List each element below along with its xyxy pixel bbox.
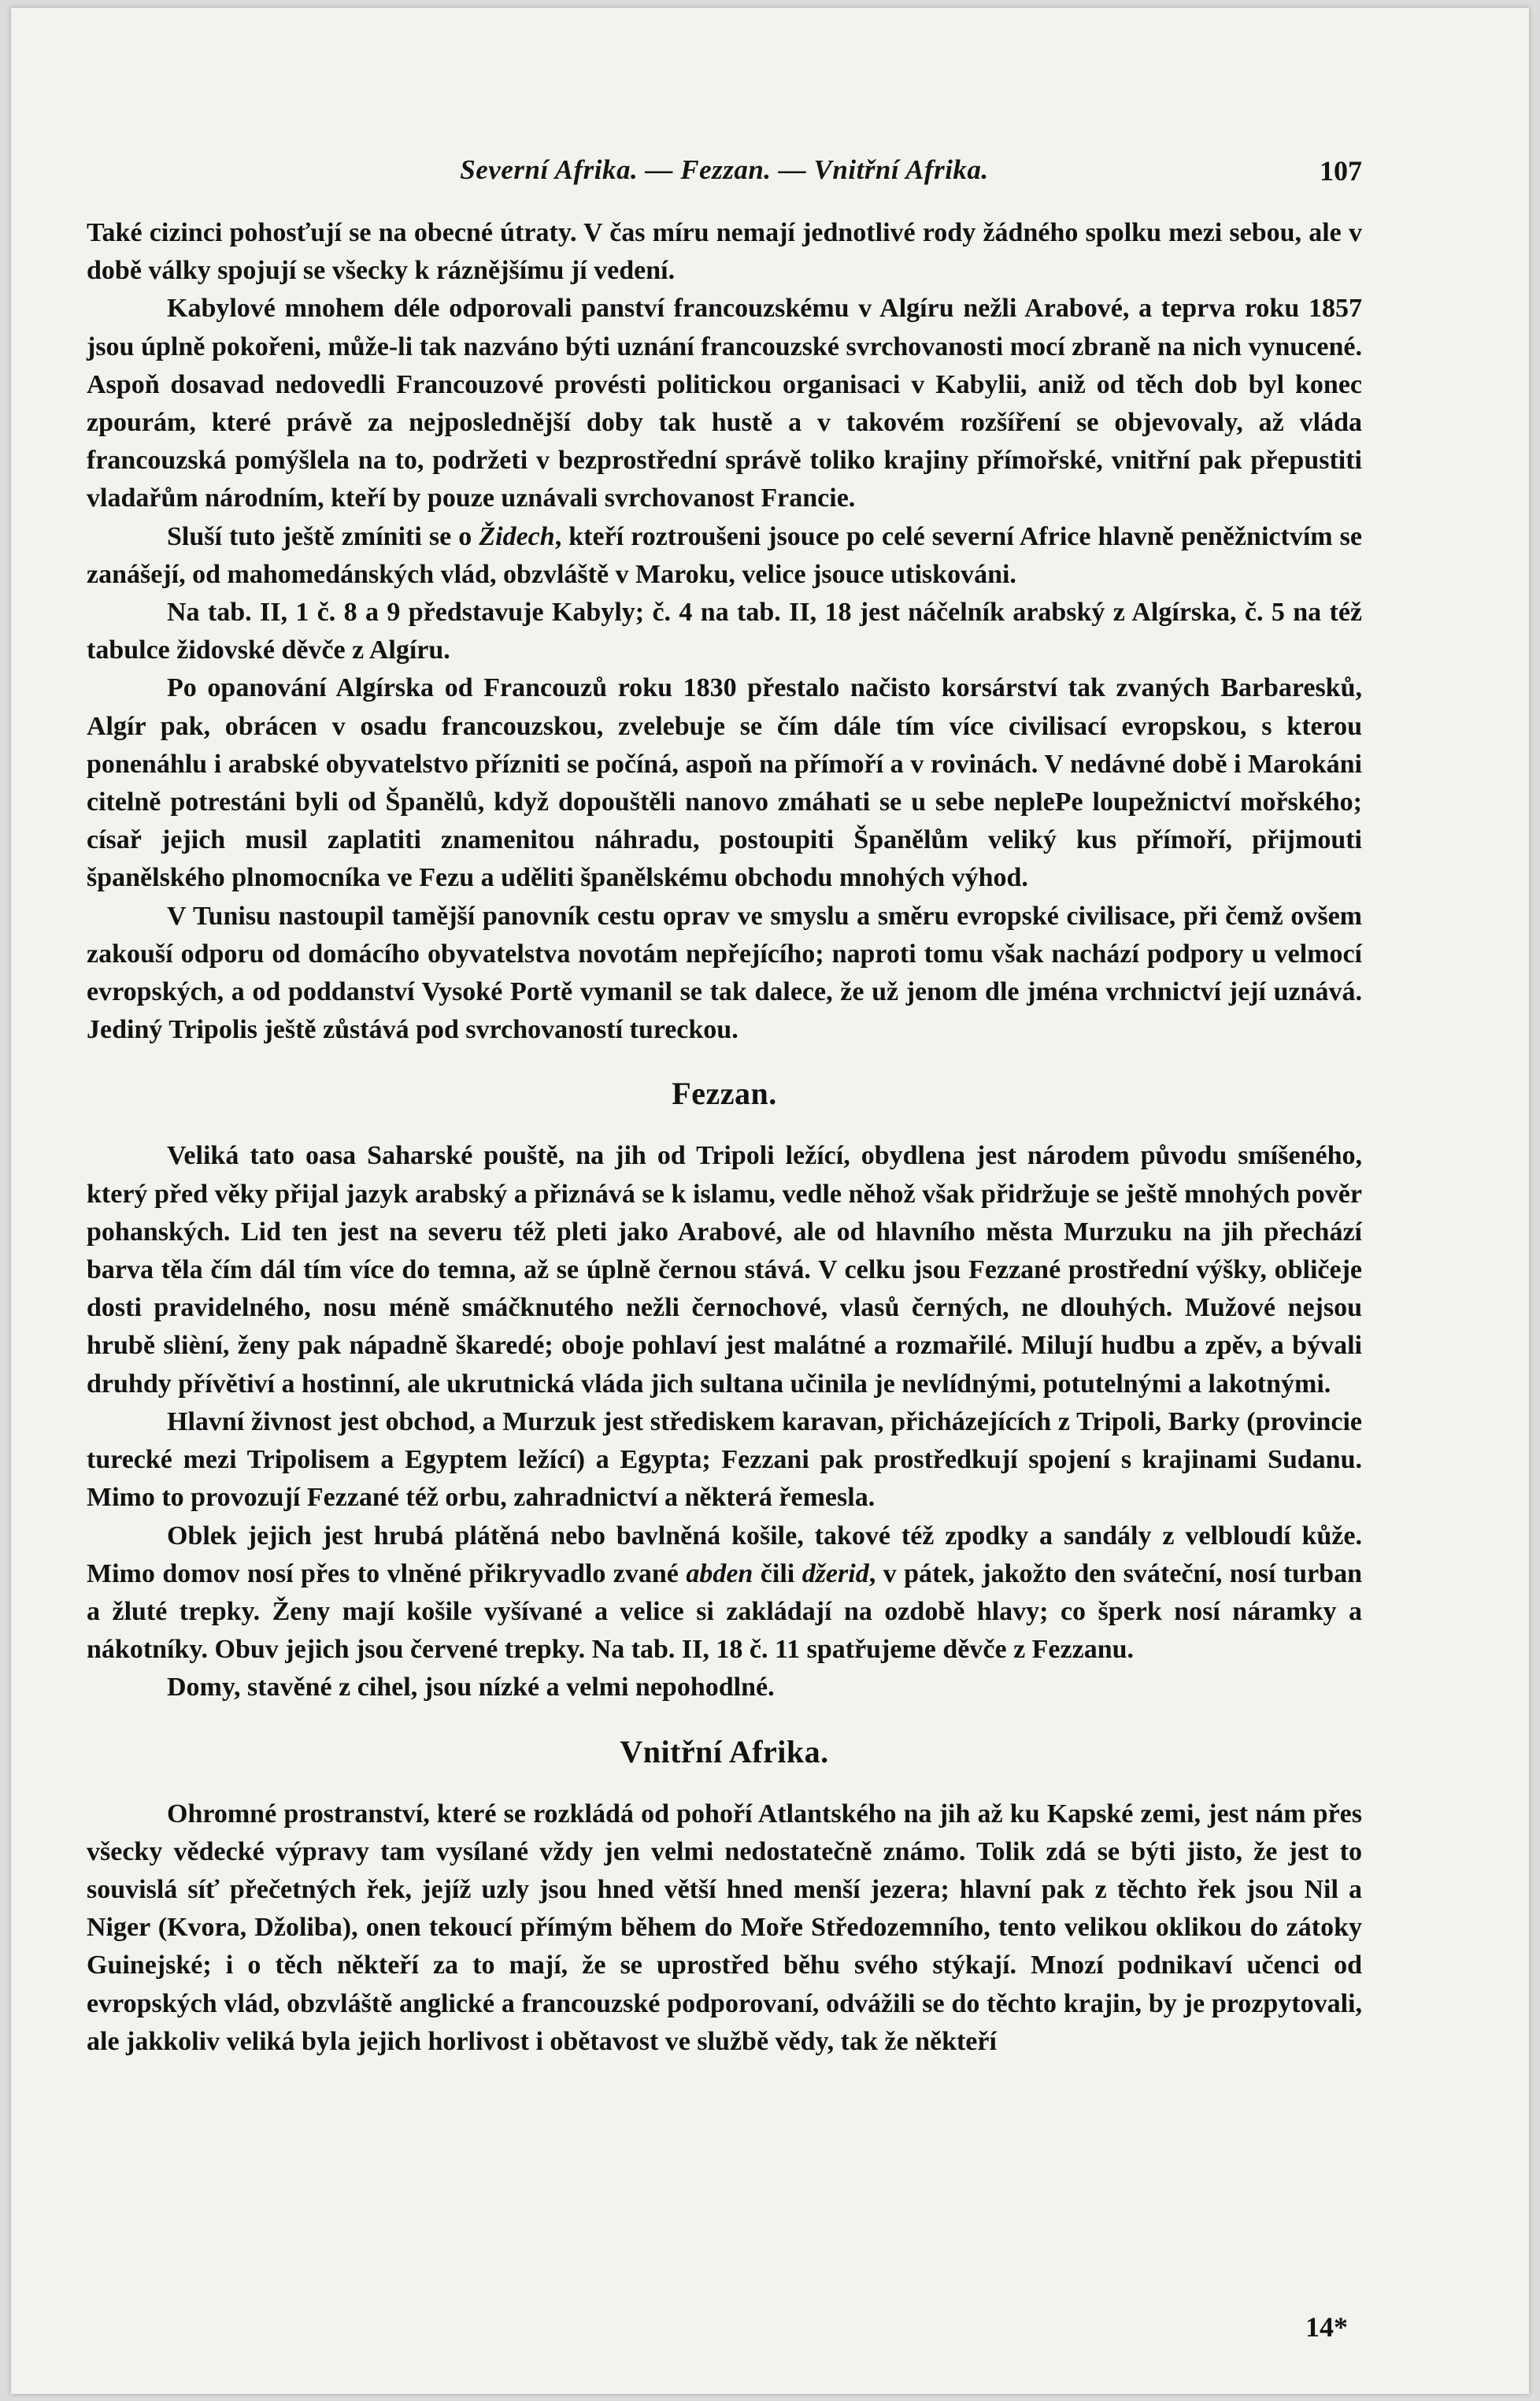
emphasis: džerid [801, 1558, 869, 1588]
paragraph: V Tunisu nastoupil tamější panovník cestu oprav ve smyslu a směru evropské civilisace, při čemž ovšem zakouší odporu od domácího obyvatelstva novotám nepřejícího; naproti tomu však nachází podpory u velmocí evropských, a od poddanství Vysoké Portě vymanil se tak dalece, že už jenom dle jména vrchnictví její uznává. Jediný Tripolis ještě zůstává pod svrchovaností tureckou. [87, 901, 1362, 1045]
paragraph: Ohromné prostranství, které se rozkládá od pohoří Atlantského na jih až ku Kapské zemi, jest nám přes všecky vědecké výpravy tam vysílané vždy jen velmi nedostatečně známo. Tolik zdá se býti jisto, že jest to souvislá síť přečetných řek, jejíž uzly jsou hned větší hned menší jezera; hlavní pak z těchto řek jsou Nil a Niger (Kvora, Džoliba), onen tekoucí přímým během do Moře Středozemního, tento velikou oklikou do zátoky Guinejské; i o těch někteří za to mají, že se uprostřed běhu svého stýkají. Mnozí podnikaví učenci od evropských vlád, obzvláště anglické a francouzské podporovaní, odvážili se do těchto krajin, by je prozpytovali, ale jakkoliv veliká byla jejich horlivost i obětavost ve službě vědy, tak že někteří [87, 1799, 1362, 2056]
text-run: Oblek jejich jest hrubá plátěná nebo bavlněná košile, takové též zpodky a sandály z velbloudí kůže. Mimo domov nosí přes to vlněné přikryvadlo zvané [87, 1521, 1362, 1588]
running-head [87, 154, 1362, 194]
page-number: 107 [1320, 155, 1362, 187]
body-text [87, 214, 1362, 2061]
paragraph: Domy, stavěné z cihel, jsou nízké a velmi nepohodlné. [167, 1673, 775, 1703]
paragraph: Po opanování Algírska od Francouzů roku 1830 přestalo načisto korsárství tak zvaných Barbaresků, Algír pak, obrácen v osadu francouzskou, zvelebuje se čím dále tím více civilisací evropskou, s kterou ponenáhlu i arabské obyvatelstvo přízniti se počíná, aspoň na přímoří a v rovinách. V nedávné době i Marokáni citelně potrestáni byli od Španělů, když dopouštěli nanovo zmáhati se u sebe neplePe loupežnictví mořského; císař jejich musil zaplatiti znamenitou náhradu, postoupiti Španělům veliký kus přímoří, přijmouti španělského plnomocníka ve Fezu a uděliti španělskému obchodu mnohých výhod. [87, 673, 1362, 893]
emphasis: Židech [479, 521, 555, 551]
paragraph [87, 1517, 1362, 1669]
paragraph: Na tab. II, 1 č. 8 a 9 představuje Kabyly; č. 4 na tab. II, 18 jest náčelník arabský z Algírska, č. 5 na též tabulce židovské děvče z Algíru. [87, 598, 1362, 665]
emphasis: abden [686, 1558, 753, 1588]
paragraph: Veliká tato oasa Saharské pouště, na jih od Tripoli ležící, obydlena jest národem původu smíšeného, který před věky přijal jazyk arabský a přiznává se k islamu, vedle něhož však přidržuje se ještě mnohých pověr pohanských. Lid ten jest na severu též pleti jako Arabové, ale od hlavního města Murzuku na jih přechází barva těla čím dál tím více do temna, až se úplně černou stává. V celku jsou Fezzané prostřední výšky, obličeje dosti pravidelného, nosu méně smáčknutého nežli černochové, vlasů černých, ne dlouhých. Mužové nejsou hrubě slièní, ženy pak nápadně škaredé; oboje pohlaví jest malátné a rozmařilé. Milují hudbu a zpěv, a bývali druhdy přívětiví a hostinní, ale ukrutnická vláda jich sultana učinila je nevlídnými, potutelnými a lakotnými. [87, 1141, 1362, 1399]
section-heading-fezzan: Fezzan. [672, 1076, 777, 1112]
text-run: čili [753, 1558, 802, 1588]
paragraph: Také cizinci pohosťují se na obecné útraty. V čas míru nemají jednotlivé rody žádného spolku mezi sebou, ale v době války spojují se všecky k ráznějšímu jí vedení. [87, 218, 1362, 286]
running-title: Severní Afrika. — Fezzan. — Vnitřní Afrika. [460, 154, 989, 185]
paragraph: Kabylové mnohem déle odporovali panství francouzskému v Algíru nežli Arabové, a teprva roku 1857 jsou úplně pokořeni, může-li tak nazváno býti uznání francouzské svrchovanosti mocí zbraně na nich vynucené. Aspoň dosavad nedovedli Francouzové provésti politickou organisaci v Kabylii, aniž od těch dob byl konec zpourám, které právě za nejposlednější doby tak hustě a v takovém rozšíření se objevovaly, až vláda francouzská pomýšlela na to, podržeti v bezprostřední správě toliko krajiny přímořské, vnitřní pak přepustiti vladařům národním, kteří by pouze uznávali svrchovanost Francie. [87, 294, 1362, 513]
text-run: , v pátek, jakožto den sváteční, nosí turban a žluté trepky. Ženy mají košile vyšívané a velice si zakládají na ozdobě hlavy; co šperk nosí náramky a nákotníky. Obuv jejich jsou červené trepky. Na tab. II, 18 č. 11 spatřujeme děvče z Fezzanu. [87, 1558, 1362, 1665]
section-heading-vnitrni-afrika: Vnitřní Afrika. [620, 1733, 829, 1769]
text-run: , kteří roztroušeni jsouce po celé severní Africe hlavně peněžnictvím se zanášejí, od mahomedánských vlád, obzvláště v Maroku, velice jsouce utiskováni. [87, 521, 1363, 589]
book-page [11, 8, 1529, 2394]
paragraph [87, 518, 1362, 594]
printer-signature: 14* [1305, 2311, 1348, 2343]
text-run: Sluší tuto ještě zmíniti se o [167, 521, 479, 551]
paragraph: Hlavní živnost jest obchod, a Murzuk jest střediskem karavan, přicházejících z Tripoli, Barky (provincie turecké mezi Tripolisem a Egyptem ležící) a Egypta; Fezzani pak prostředkují spojení s krajinami Sudanu. Mimo to provozují Fezzané též orbu, zahradnictví a některá řemesla. [87, 1406, 1362, 1513]
